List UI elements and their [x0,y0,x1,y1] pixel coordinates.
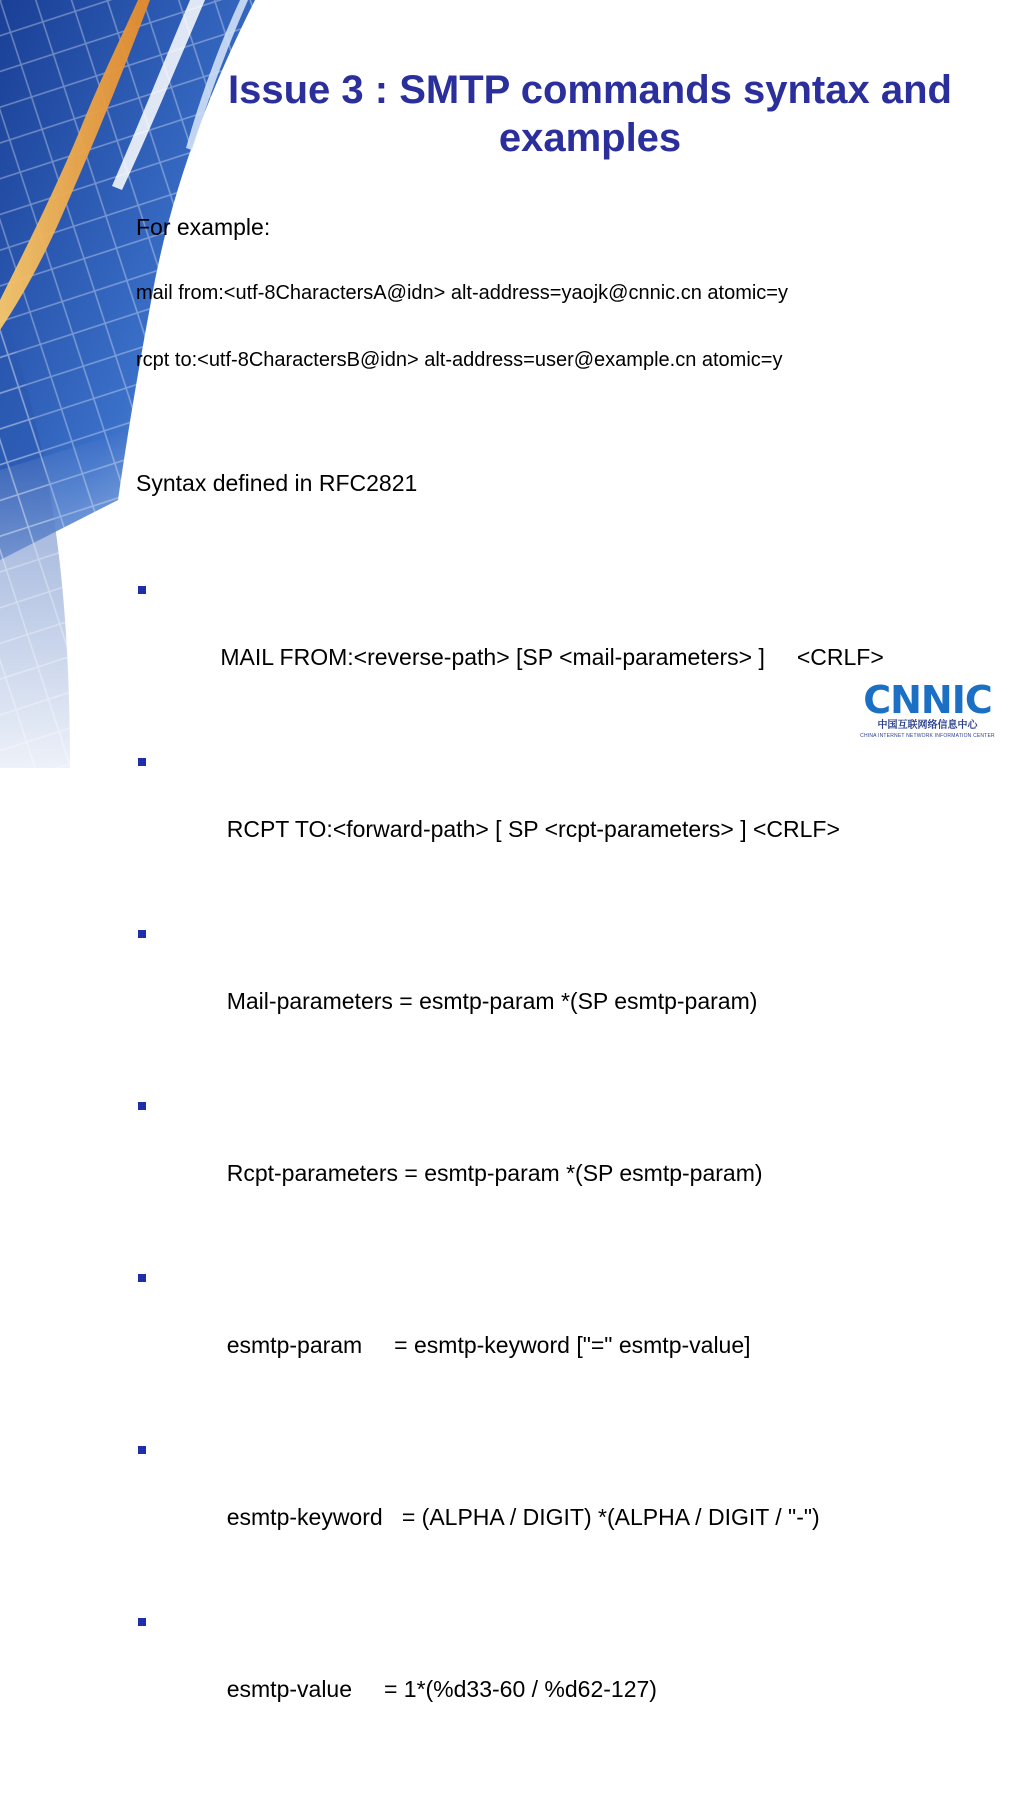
example-intro-label: For example: [136,214,271,240]
square-bullet-icon [138,1102,146,1110]
slide-content [136,176,1016,1794]
square-bullet-icon [138,1274,146,1282]
slide-title: Issue 3 : SMTP commands syntax and examples [228,68,952,160]
logo-english-name: CHINA INTERNET NETWORK INFORMATION CENTER [860,733,995,739]
square-bullet-icon [138,758,146,766]
square-bullet-icon [138,586,146,594]
square-bullet-icon [138,1618,146,1626]
syntax-item-text: RCPT TO:<forward-path> [ SP <rcpt-parameters> ] <CRLF> [220,816,840,842]
syntax-item-text: esmtp-param = esmtp-keyword ["=" esmtp-value] [220,1332,751,1358]
example-line-rcpt-to: rcpt to:<utf-8CharactersB@idn> alt-address=user@example.cn atomic=y [136,349,783,371]
syntax-item [136,1088,1016,1224]
syntax-item-text: Rcpt-parameters = esmtp-param *(SP esmtp-param) [220,1160,763,1186]
syntax-item [136,1260,1016,1396]
logo-wordmark: CNNIC [863,678,992,722]
syntax-item-text: MAIL FROM:<reverse-path> [SP <mail-parameters> ] <CRLF> [220,644,884,670]
cnnic-logo [855,680,1000,742]
syntax-item-text: esmtp-value = 1*(%d33-60 / %d62-127) [220,1676,657,1702]
example-line-mail-from: mail from:<utf-8CharactersA@idn> alt-address=yaojk@cnnic.cn atomic=y [136,282,788,304]
syntax-item [136,1432,1016,1568]
square-bullet-icon [138,930,146,938]
square-bullet-icon [138,1446,146,1454]
syntax-label: Syntax defined in RFC2821 [136,470,418,496]
syntax-item [136,1604,1016,1740]
syntax-item [136,744,1016,880]
syntax-item-text: Mail-parameters = esmtp-param *(SP esmtp-param) [220,988,758,1014]
syntax-item [136,916,1016,1052]
syntax-item-text: esmtp-keyword = (ALPHA / DIGIT) *(ALPHA / DIGIT / "-") [220,1504,820,1530]
logo-chinese-name: 中国互联网络信息中心 [877,720,978,731]
